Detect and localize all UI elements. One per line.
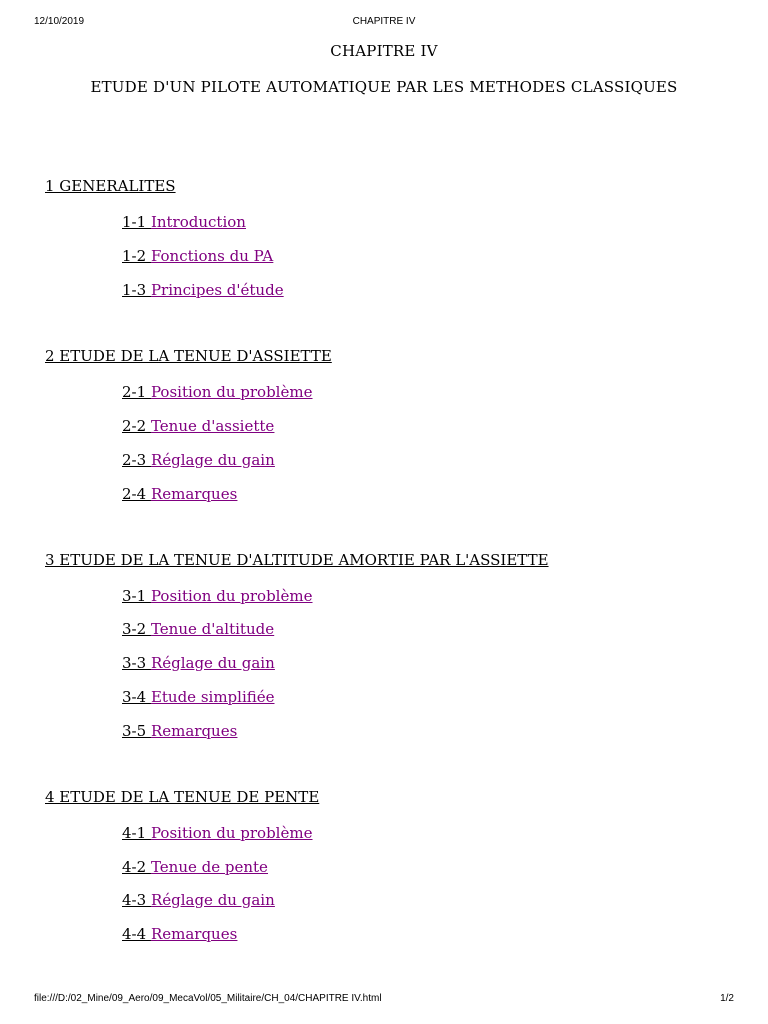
toc-number: 2-3 [122,451,151,469]
section-heading: 4 ETUDE DE LA TENUE DE PENTE [45,788,320,806]
section-heading: 1 GENERALITES [45,177,176,195]
toc-link[interactable]: Position du problème [150,824,313,842]
toc-link[interactable]: Introduction [150,213,246,231]
toc-link[interactable]: Remarques [150,485,238,503]
toc-link[interactable]: Tenue d'assiette [150,417,275,435]
toc-number: 3-2 [122,620,151,638]
toc-entry [122,858,268,876]
toc-number: 4-1 [122,824,151,842]
toc-number: 2-4 [122,485,151,503]
toc-link[interactable]: Etude simplifiée [150,688,275,706]
toc-entry [122,451,275,469]
toc-link[interactable]: Principes d'étude [150,281,284,299]
toc-link[interactable]: Position du problème [150,383,313,401]
toc-number: 4-2 [122,858,151,876]
toc-number: 3-1 [122,587,151,605]
toc-number: 2-1 [122,383,151,401]
toc-entry [122,620,274,638]
toc-link[interactable]: Réglage du gain [150,654,275,672]
toc-number: 4-4 [122,925,151,943]
toc-entry [122,417,274,435]
toc-entry [122,722,237,740]
toc-number: 1-2 [122,247,151,265]
section-heading: 3 ETUDE DE LA TENUE D'ALTITUDE AMORTIE PAR L'ASSIETTE [45,551,549,569]
toc-entry [122,925,237,943]
toc-number: 3-4 [122,688,151,706]
page-subtitle: ETUDE D'UN PILOTE AUTOMATIQUE PAR LES METHODES CLASSIQUES [90,78,678,96]
toc-entry [122,383,312,401]
toc-entry [122,485,237,503]
toc-number: 3-3 [122,654,151,672]
toc-link[interactable]: Réglage du gain [150,891,275,909]
toc-link[interactable]: Remarques [150,925,238,943]
toc-link[interactable]: Tenue d'altitude [150,620,275,638]
toc-entry [122,247,273,265]
toc-number: 3-5 [122,722,151,740]
toc-entry [122,891,275,909]
page-title: CHAPITRE IV [330,42,438,60]
toc-number: 2-2 [122,417,151,435]
toc-entry [122,587,312,605]
toc-number: 1-3 [122,281,151,299]
toc-entry [122,213,246,231]
toc-link[interactable]: Fonctions du PA [150,247,274,265]
print-date: 12/10/2019 [34,16,85,27]
file-path: file:///D:/02_Mine/09_Aero/09_MecaVol/05_Militaire/CH_04/CHAPITRE IV.html [34,993,382,1004]
toc-entry [122,281,284,299]
toc-number: 1-1 [122,213,151,231]
section-heading: 2 ETUDE DE LA TENUE D'ASSIETTE [45,347,332,365]
toc-entry [122,824,312,842]
print-title: CHAPITRE IV [352,16,416,27]
toc-link[interactable]: Réglage du gain [150,451,275,469]
toc-entry [122,688,275,706]
page-number: 1/2 [720,993,734,1004]
toc-link[interactable]: Tenue de pente [150,858,268,876]
toc-link[interactable]: Position du problème [150,587,313,605]
toc-link[interactable]: Remarques [150,722,238,740]
toc-number: 4-3 [122,891,151,909]
toc-entry [122,654,275,672]
